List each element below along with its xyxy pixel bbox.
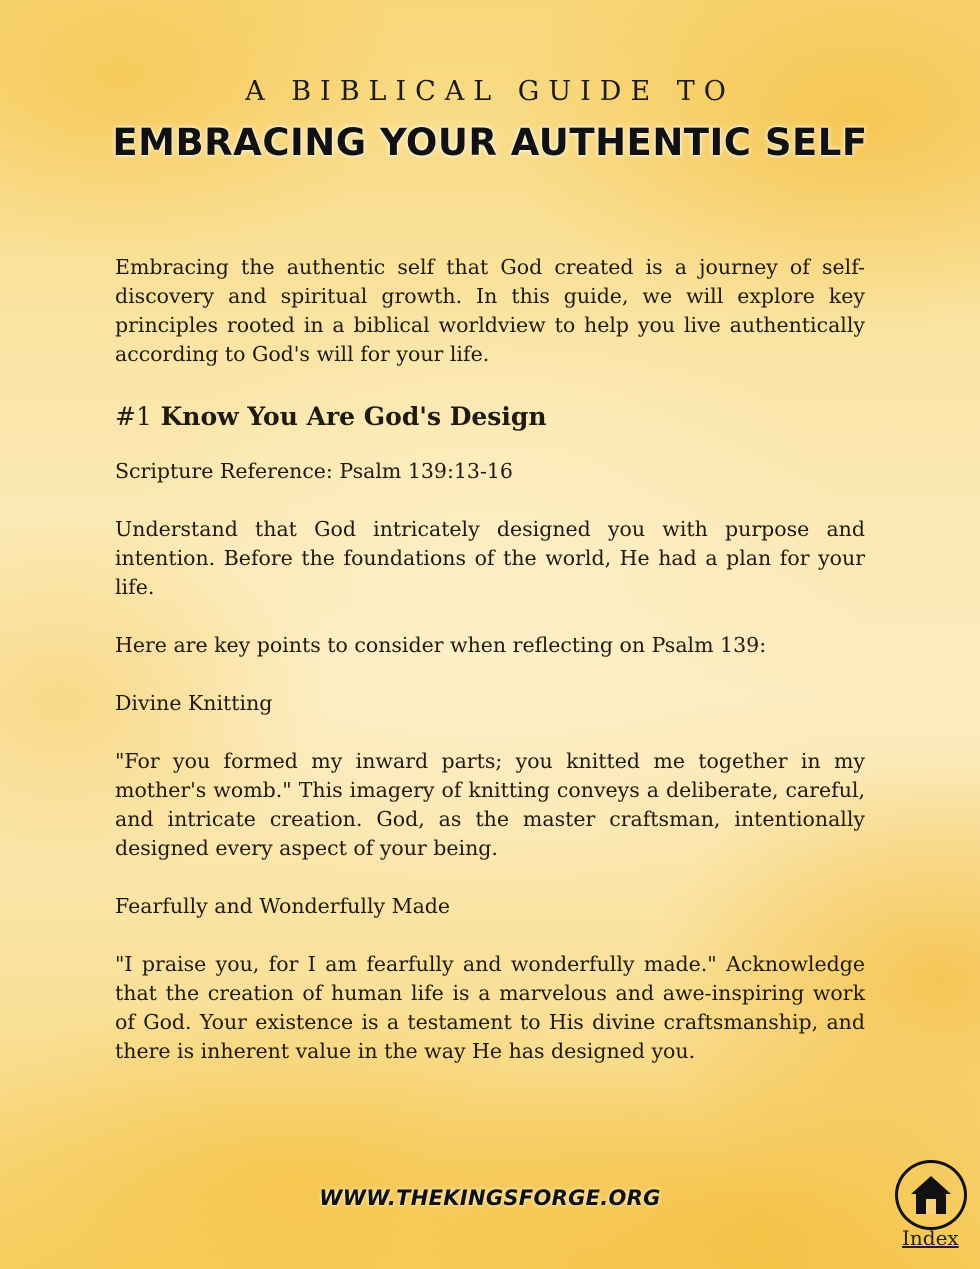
design-paragraph: Understand that God intricately designed you with purpose and intention. Before the foundations of the world, He had a plan for your life. — [115, 517, 865, 599]
home-icon — [908, 1172, 954, 1218]
scripture-reference: Scripture Reference: Psalm 139:13-16 — [115, 459, 513, 483]
guide-content — [115, 253, 865, 1066]
key-points-intro: Here are key points to consider when reflecting on Psalm 139: — [115, 633, 767, 657]
point-text-divine-knitting: "For you formed my inward parts; you knitted me together in my mother's womb." This imagery of knitting conveys a deliberate, careful, and intricate creation. God, as the master craftsman, intentionally designed every aspect of your being. — [115, 749, 865, 860]
section-number: #1 — [115, 402, 152, 431]
point-title-divine-knitting: Divine Knitting — [115, 691, 273, 715]
guide-supertitle: A BIBLICAL GUIDE TO — [245, 76, 735, 107]
section-title: Know You Are God's Design — [160, 402, 547, 431]
index-link[interactable]: Index — [902, 1226, 959, 1250]
point-title-fearfully-made: Fearfully and Wonderfully Made — [115, 894, 451, 918]
page-header — [0, 76, 980, 164]
point-text-fearfully-made: "I praise you, for I am fearfully and wonderfully made." Acknowledge that the creation of human life is a marvelous and awe-inspiring work of God. Your existence is a testament to His divine craftsmanship, and there is inherent value in the way He has designed you. — [115, 952, 865, 1063]
page-title: EMBRACING YOUR AUTHENTIC SELF — [112, 121, 868, 164]
website-url[interactable]: WWW.THEKINGSFORGE.ORG — [319, 1186, 661, 1210]
section-heading — [115, 399, 865, 435]
intro-paragraph: Embracing the authentic self that God created is a journey of self-discovery and spiritual growth. In this guide, we will explore key principles rooted in a biblical worldview to help you live authentically according to God's will for your life. — [115, 255, 865, 366]
home-button[interactable] — [895, 1160, 967, 1230]
